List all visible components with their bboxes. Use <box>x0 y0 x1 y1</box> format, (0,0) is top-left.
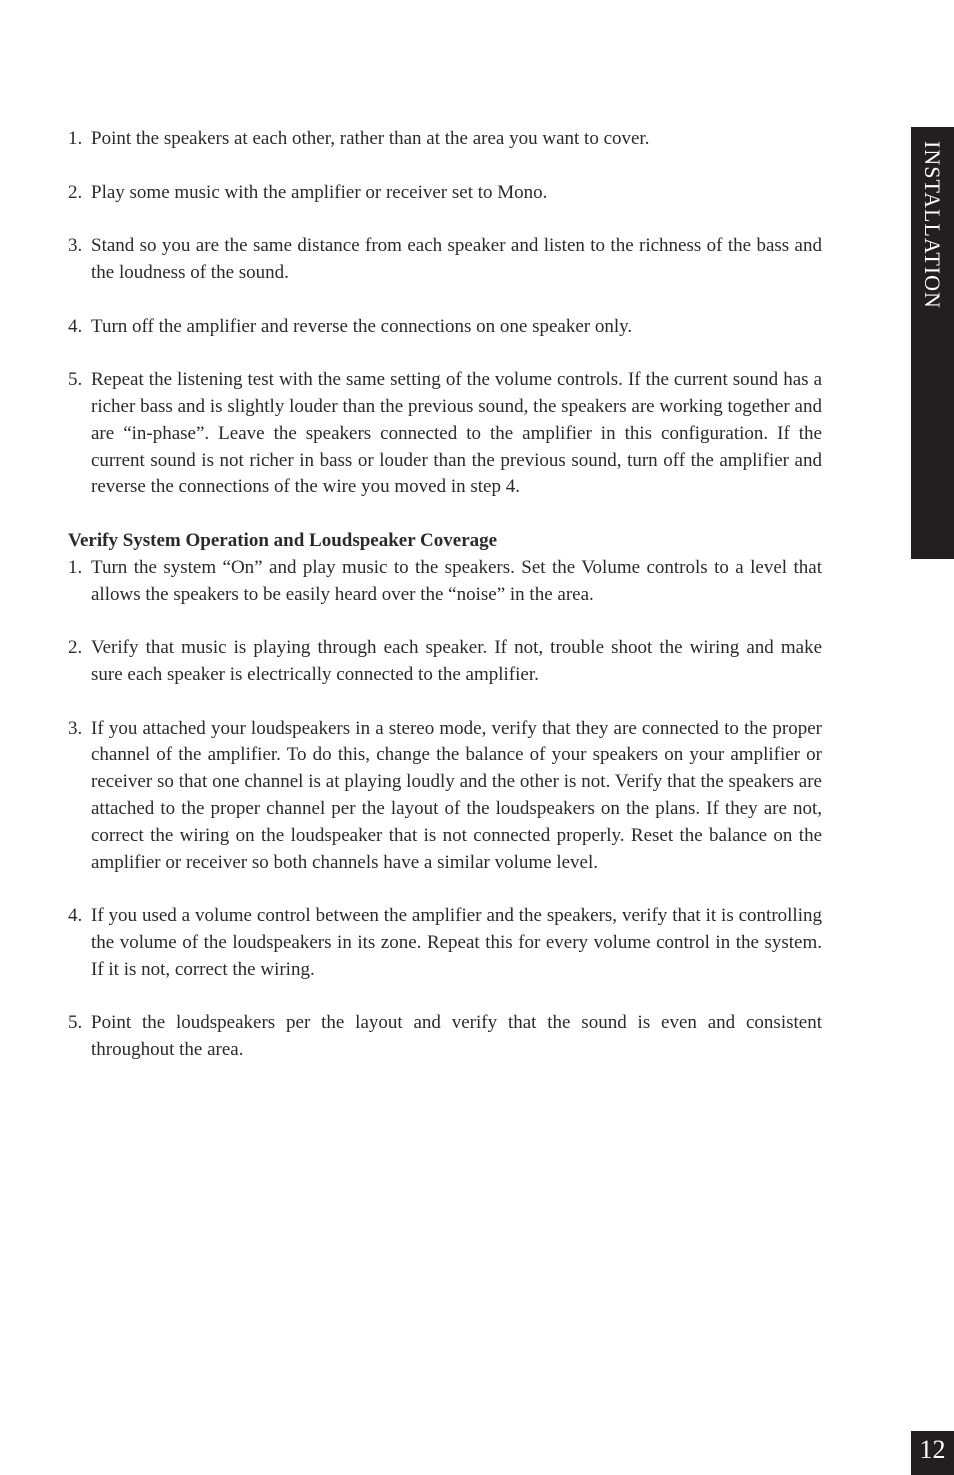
step-text: Point the speakers at each other, rather than at the area you want to cover. <box>91 128 650 149</box>
step-text: Repeat the listening test with the same setting of the volume controls. If the current sound has a richer bass and is slightly louder than the previous sound, the speakers are working together and are “in-phase”. Leave the speakers connected to the amplifier in this configuration. If the current sound is not richer in bass or louder than the previous sound, turn off the amplifier and reverse the connections of the wire you moved in step 4. <box>91 369 822 498</box>
list-item <box>68 555 822 609</box>
list-item <box>68 1010 822 1064</box>
page-number: 12 <box>911 1431 954 1475</box>
list-item <box>68 716 822 877</box>
verify-steps <box>68 555 822 1064</box>
step-number: 4. <box>68 905 83 927</box>
list-item <box>68 903 822 983</box>
step-number: 3. <box>68 235 83 257</box>
step-text: Play some music with the amplifier or receiver set to Mono. <box>91 181 548 203</box>
list-item <box>68 180 822 207</box>
step-number: 2. <box>68 181 83 203</box>
step-number: 4. <box>68 315 83 337</box>
step-text: Verify that music is playing through each speaker. If not, trouble shoot the wiring and make sure each speaker is electrically connected to the amplifier. <box>91 637 822 685</box>
step-text: Turn off the amplifier and reverse the connections on one speaker only. <box>91 315 633 337</box>
step-text: Turn the system “On” and play music to the speakers. Set the Volume controls to a level that allows the speakers to be easily heard over the “noise” in the area. <box>91 556 822 605</box>
list-item <box>68 126 822 153</box>
step-number: 1. <box>68 128 83 149</box>
phase-check-steps <box>68 126 822 501</box>
step-number: 3. <box>68 717 83 739</box>
step-number: 5. <box>68 369 83 391</box>
step-number: 1. <box>68 556 83 578</box>
list-item <box>68 635 822 689</box>
step-text: If you used a volume control between the amplifier and the speakers, verify that it is controlling the volume of the loudspeakers in its zone. Repeat this for every volume control in the system. If it is not, correct the wiring. <box>91 905 822 980</box>
step-text: If you attached your loudspeakers in a stereo mode, verify that they are connected to the proper channel of the amplifier. To do this, change the balance of your speakers on your amplifier or receiver so that one channel is at playing loudly and the other is not. Verify that the speakers are attached to the proper channel per the layout of the loudspeakers on the plans. If they are not, correct the wiring on the loudspeaker that is not connected properly. Reset the balance on the amplifier or receiver so both channels have a similar volume level. <box>91 717 822 873</box>
step-text: Stand so you are the same distance from each speaker and listen to the richness of the bass and the loudness of the sound. <box>91 235 822 283</box>
list-item <box>68 314 822 341</box>
step-text: Point the loudspeakers per the layout and verify that the sound is even and consistent throughout the area. <box>91 1012 822 1061</box>
section-heading: Verify System Operation and Loudspeaker Coverage <box>68 529 498 551</box>
list-item <box>68 367 822 501</box>
section-side-tab <box>911 127 954 559</box>
step-number: 2. <box>68 637 83 659</box>
step-number: 5. <box>68 1012 83 1034</box>
list-item <box>68 233 822 287</box>
side-tab-label: INSTALLATION <box>920 141 945 309</box>
page-content <box>68 126 822 1064</box>
